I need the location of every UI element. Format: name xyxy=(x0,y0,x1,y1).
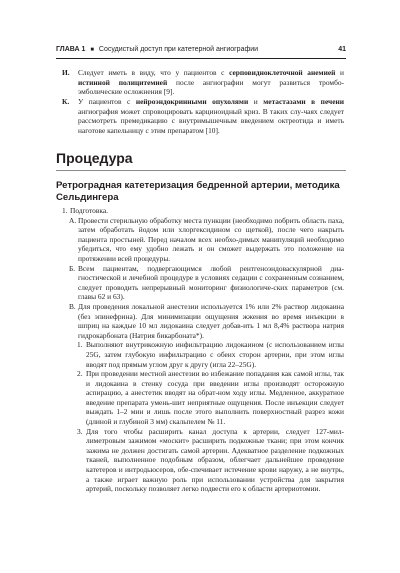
section-rule xyxy=(56,170,346,171)
sub-item-1 xyxy=(62,340,344,369)
text-run: после ангиографии могут развиться тромбо-эмболические осложнения [9]. xyxy=(78,77,345,97)
procedure-body xyxy=(62,206,344,494)
text-run: и xyxy=(248,97,264,106)
item-text: Для проведения локальной анестезии используется 1% или 2% раствор лидокаина (без эпинефрина). Для минимизации ощущения жжения во время инъекции в шприц на каждые 10 мл лидокаина следует добав-ить 1 мл 8,4% раствора натрия гидрокарбоната (Натрия бикарбоната*). xyxy=(78,301,344,340)
text-run: У пациентов с xyxy=(78,97,136,106)
sub-item-text: Выполняют внутрикожную инфильтрацию лидокаином (с использованием иглы 25G, затем глубокую инфильтрацию с обеих сторон артерии, при этом иглы вводят под прямым углом друг к другу (игла 22–25G). xyxy=(86,340,344,369)
list-item-v xyxy=(62,302,344,340)
note-i xyxy=(62,68,344,97)
note-letter: К. xyxy=(62,97,70,106)
note-text xyxy=(78,97,344,135)
bold-term: истинной полицитемией xyxy=(78,77,168,87)
sub-item-number: 3. xyxy=(77,426,83,436)
item-letter: А. xyxy=(69,215,77,225)
bold-term: метастазами в печени xyxy=(263,97,345,106)
item-text: Провести стерильную обработку места пункции (необходимо побрить область паха, затем обработать йодом или хлоргексидином со щеткой), после чего накрыть пациента простыней. Перед началом всех необхо-димых манипуляций необходимо убедиться, что ему удобно лежать и он сможет выдержать это положение на протяжении всей процедуры. xyxy=(78,215,344,263)
text-run: ангиография может спровоцировать карциноидный криз. В таких слу-чаях следует рассмотреть премедикацию с внутримышечным введением октреотида и иметь наготове капельницу с этим препаратом [10]. xyxy=(78,106,344,135)
item-letter: Б. xyxy=(69,263,76,273)
sub-item-number: 2. xyxy=(77,369,83,379)
item-text: Всем пациентам, подвергающимся любой рентгеноэндоваскулярной диа-гностической и лечебной процедуре в условиях седации с сохраненным сознанием, следует проводить непрерывный мониторинг физиологиче-ских параметров (см. главы 62 и 63). xyxy=(78,263,344,302)
note-text xyxy=(78,68,344,97)
list-item-b xyxy=(62,264,344,302)
text-run: и xyxy=(335,68,344,77)
step-1 xyxy=(62,206,344,216)
header-rule xyxy=(56,58,346,59)
note-k xyxy=(62,97,344,135)
sub-item-text: Для того чтобы расширить канал доступа к артерии, следует 127-мил-лиметровым зажимом «москит» расширить подкожные ткани; при этом кончик зажима не должен достигать самой артерии. Адекватное разделение подкожных тканей, выполненное подобным образом, облегчает дальнейшее проведение катетеров и интродьюсеров, обе-спечивает истечение крови наружу, а не внутрь, а также играет важную роль при использовании устройства для закрытия артерий, поскольку позволяет легко подвести его к области артериотомии. xyxy=(86,426,344,494)
note-letter: И. xyxy=(62,68,70,77)
sub-item-text: При проведении местной анестезии во избежание попадания как самой иглы, так и лидокаина в стенку сосуда при введении иглы производят осторожную аспирацию, а анестетик вводят на обрат-ном ходу иглы. Медленное, аккуратное введение препарата умень-шит неприятные ощущения. После инъекции следует выждать 1–2 мин и лишь после этого выполнить поверхностный разрез кожи (длиной и глубиной 3 мм) скальпелем № 11. xyxy=(86,369,344,427)
item-letter: В. xyxy=(69,301,76,311)
step-label: Подготовка. xyxy=(70,206,108,215)
section-heading: Процедура xyxy=(56,150,133,166)
sub-item-3 xyxy=(62,427,344,494)
page-number: 41 xyxy=(338,46,346,53)
bold-term: нейроэндокринными опухолями xyxy=(135,97,249,106)
square-bullet-icon: ■ xyxy=(90,47,94,53)
list-item-a xyxy=(62,216,344,264)
bold-term: серповидноклеточной анемией xyxy=(229,68,336,77)
text-run: Следует иметь в виду, что у пациентов с xyxy=(78,68,230,77)
running-header xyxy=(56,46,346,58)
subsection-heading: Ретроградная катетеризация бедренной артерии, методика Сельдингера xyxy=(56,180,340,203)
chapter-label: ГЛАВА 1 xyxy=(56,46,86,53)
sub-item-number: 1. xyxy=(77,340,83,350)
sub-item-2 xyxy=(62,369,344,427)
running-title: Сосудистый доступ при катетерной ангиографии xyxy=(98,46,259,53)
step-number: 1. xyxy=(62,206,68,215)
